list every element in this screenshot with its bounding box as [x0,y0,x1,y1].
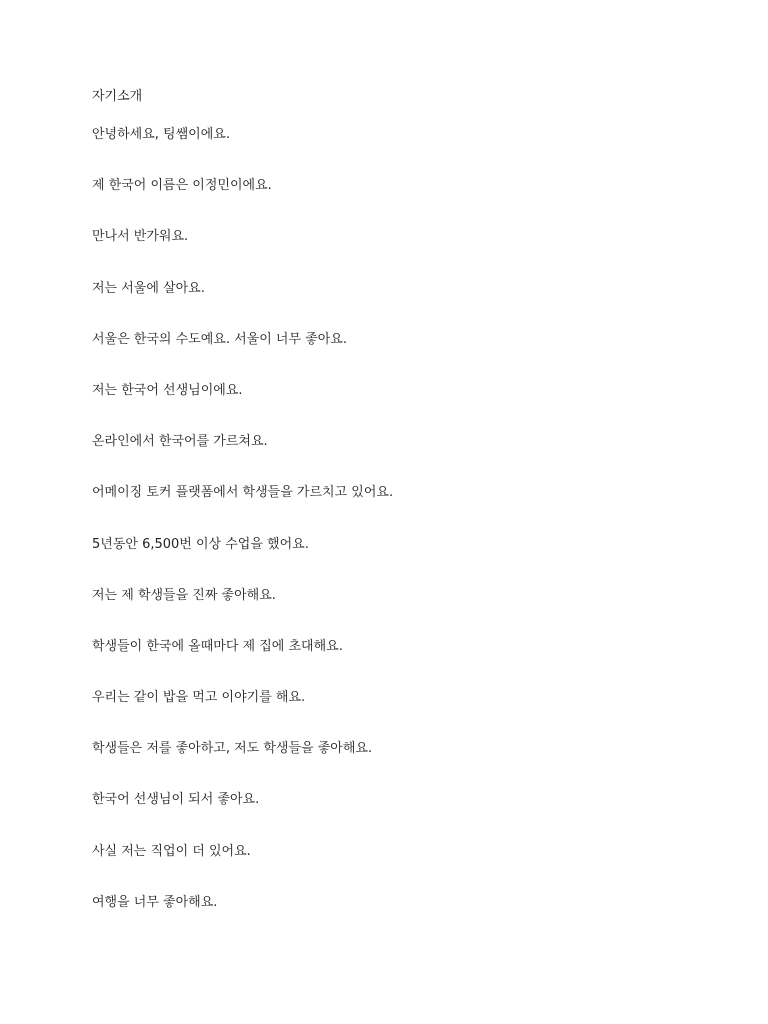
paragraph-line: 온라인에서 한국어를 가르쳐요. [92,434,268,450]
paragraph-line: 저는 제 학생들을 진짜 좋아해요. [92,587,276,603]
paragraph-line: 만나서 반가워요. [92,229,189,245]
paragraph-line: 5년동안 6,500번 이상 수업을 했어요. [92,536,309,552]
paragraph-line: 서울은 한국의 수도예요. 서울이 너무 좋아요. [92,331,347,347]
paragraph-line: 우리는 같이 밥을 먹고 이야기를 해요. [92,690,306,706]
paragraph-list [92,126,393,945]
paragraph-line: 학생들이 한국에 올때마다 제 집에 초대해요. [92,638,343,654]
paragraph-line: 어메이징 토커 플랫폼에서 학생들을 가르치고 있어요. [92,485,394,501]
paragraph-line: 한국어 선생님이 되서 좋아요. [92,792,260,808]
paragraph-line: 제 한국어 이름은 이정민이에요. [92,178,272,194]
paragraph-line: 안녕하세요, 팅쌤이에요. [92,127,230,142]
paragraph-line: 여행을 너무 좋아해요. [92,894,218,910]
paragraph-line: 저는 서울에 살아요. [92,280,205,296]
paragraph-line: 저는 한국어 선생님이에요. [92,382,243,398]
paragraph-line: 학생들은 저를 좋아하고, 저도 학생들을 좋아해요. [92,741,373,757]
document-title: 자기소개 [92,89,143,104]
paragraph-line: 사실 저는 직업이 더 있어요. [92,843,251,859]
